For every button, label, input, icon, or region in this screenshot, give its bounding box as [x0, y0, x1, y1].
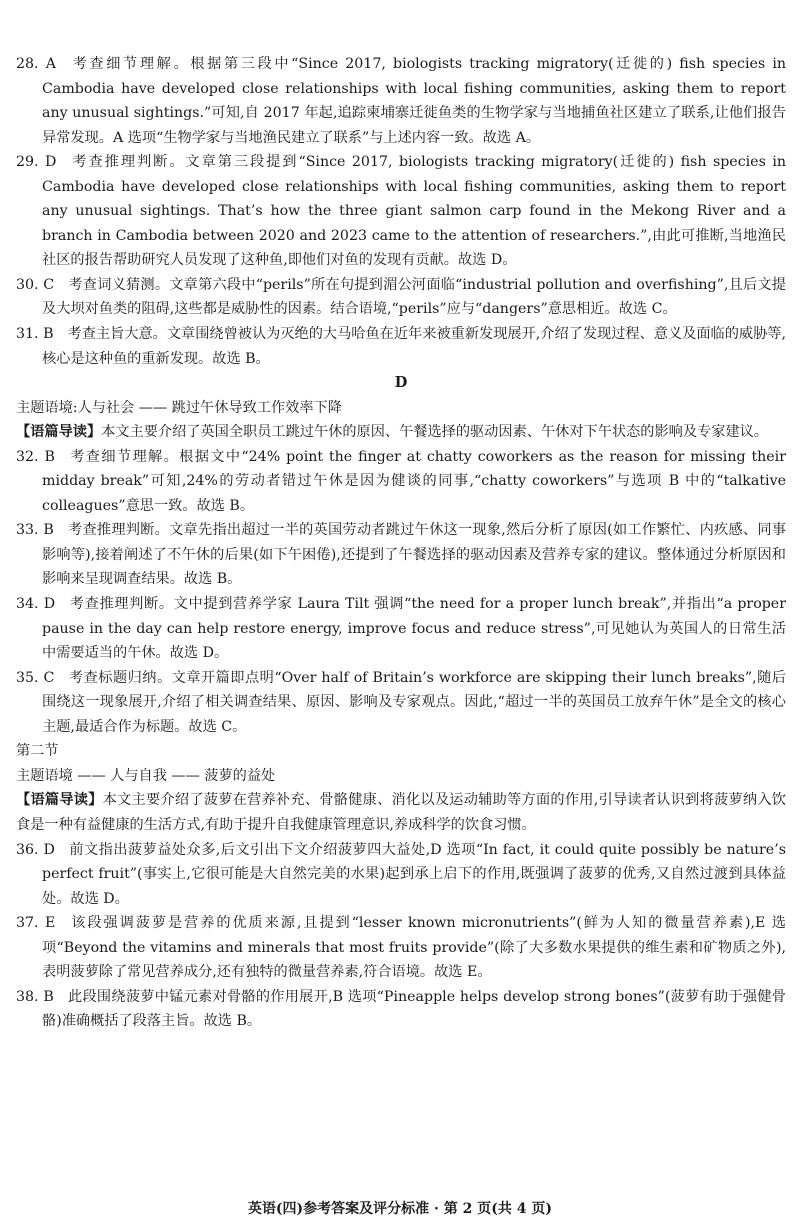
answer-number: 35. C [16, 669, 55, 686]
answer-explanation: 考查词义猜测。文章第六段中“perils”所在句提到湄公河面临“industrial pollution and overfishing”,且后文提及大坝对鱼类的阻碍,这些都是威胁性的因素。结合语境,“perils”应与“dangers”意思相近。故选 C。 [42, 276, 786, 318]
answer-number: 30. C [16, 276, 55, 293]
answer-number: 34. D [16, 596, 56, 613]
answer-30 [16, 273, 786, 322]
reading-guide-text: 本文主要介绍了英国全职员工跳过午休的原因、午餐选择的驱动因素、午休对下午状态的影响及专家建议。 [101, 424, 768, 441]
answer-explanation: 该段强调菠萝是营养的优质来源,且提到“lesser known micronutrients”(鲜为人知的微量营养素),E 选项“Beyond the vitamins and minerals that most fruits provide”(除了大多数水果提供的维生素和矿物质之外),表明菠萝除了常见营养成分,还有独特的微量营养素,符合语境。故选 E。 [42, 915, 786, 981]
answer-28 [16, 52, 786, 150]
answer-31 [16, 322, 786, 371]
answer-38 [16, 985, 786, 1034]
reading-guide [16, 788, 786, 837]
answer-number: 36. D [16, 841, 55, 858]
answer-number: 33. B [16, 522, 54, 539]
answer-explanation: 考查推理判断。文章先指出超过一半的英国劳动者跳过午休这一现象,然后分析了原因(如工作繁忙、内疚感、同事影响等),接着阐述了不午休的后果(如下午困倦),还提到了午餐选择的驱动因素及营养专家的建议。整体通过分析原因和影响来呈现调查结果。故选 B。 [42, 522, 786, 588]
answer-explanation: 前文指出菠萝益处众多,后文引出下文介绍菠萝四大益处,D 选项“In fact, it could quite possibly be nature’s perfect fruit”(事实上,它很可能是大自然完美的水果)起到承上启下的作用,既强调了菠萝的优秀,又自然过渡到具体益处。故选 D。 [42, 841, 786, 907]
answer-37 [16, 911, 786, 985]
answer-number: 38. B [16, 988, 54, 1005]
answer-36 [16, 838, 786, 912]
answer-number: 29. D [16, 154, 57, 171]
answer-number: 31. B [16, 326, 54, 343]
page-footer: 英语(四)参考答案及评分标准 · 第 2 页(共 4 页) [247, 1201, 553, 1217]
answer-number: 32. B [16, 448, 55, 465]
answer-explanation: 考查推理判断。文章第三段提到“Since 2017, biologists tracking migratory(迁徙的) fish species in Cambodia have developed close relationships with local fishing communities, asking them to report any unusual sightings. That’s how the three giant salmon carp found in the Mekong River and a branch in Cambodia between 2020 and 2023 came to the attention of researchers.”,由此可推断,当地渔民社区的报告帮助研究人员发现了这种鱼,即他们对鱼的发现有贡献。故选 D。 [42, 154, 787, 269]
section-heading-d: D [394, 374, 408, 392]
answer-32 [16, 445, 786, 519]
theme-context: 主题语境:人与社会 —— 跳过午休导致工作效率下降 [16, 399, 342, 416]
answer-explanation: 考查主旨大意。文章围绕曾被认为灭绝的大马哈鱼在近年来被重新发现展开,介绍了发现过程、意义及面临的威胁等,核心是这种鱼的重新发现。故选 B。 [42, 326, 787, 367]
answer-explanation: 考查标题归纳。文章开篇即点明“Over half of Britain’s workforce are skipping their lunch breaks”,随后围绕这一现象展开,介绍了相关调查结果、原因、影响及专家观点。因此,“超过一半的英国员工放弃午休”是全文的核心主题,最适合作为标题。故选 C。 [42, 669, 786, 735]
reading-guide [16, 420, 786, 445]
reading-guide-text: 本文主要介绍了菠萝在营养补充、骨骼健康、消化以及运动辅助等方面的作用,引导读者认识到将菠萝纳入饮食是一种有益健康的生活方式,有助于提升自我健康管理意识,养成科学的饮食习惯。 [16, 792, 786, 833]
reading-guide-label: 【语篇导读】 [16, 424, 102, 441]
part-two-heading: 第二节 [16, 743, 59, 760]
reading-guide-label: 【语篇导读】 [16, 792, 103, 809]
answer-34 [16, 592, 786, 666]
answer-explanation: 考查推理判断。文中提到营养学家 Laura Tilt 强调“the need for a proper lunch break”,并指出“a proper pause in the day can help restore energy, improve focus and reduce stress”,可见她认为英国人的日常生活中需要适当的午休。故选 D。 [42, 596, 786, 662]
answer-explanation: 考查细节理解。根据文中“24% point the finger at chatty coworkers as the reason for missing their midday break”可知,24%的劳动者错过午休是因为健谈的同事,“chatty coworkers”与选项 B 中的“talkative colleagues”意思一致。故选 B。 [42, 448, 787, 514]
answer-explanation: 考查细节理解。根据第三段中“Since 2017, biologists tracking migratory(迁徙的) fish species in Cambodia have developed close relationships with local fishing communities, asking them to report any unusual sightings.”可知,自 2017 年起,追踪柬埔寨迁徙鱼类的生物学家与当地捕鱼社区建立了联系,让他们报告异常发现。A 选项“生物学家与当地渔民建立了联系”与上述内容一致。故选 A。 [42, 56, 787, 146]
answer-33 [16, 518, 786, 592]
answer-number: 28. A [16, 56, 56, 72]
theme-context: 主题语境 —— 人与自我 —— 菠萝的益处 [16, 767, 276, 784]
answer-35 [16, 666, 786, 740]
answer-explanation: 此段围绕菠萝中锰元素对骨骼的作用展开,B 选项“Pineapple helps develop strong bones”(菠萝有助于强健骨骼)准确概括了段落主旨。故选 B。 [42, 988, 786, 1030]
answer-number: 37. E [16, 915, 56, 932]
answer-29 [16, 150, 786, 273]
